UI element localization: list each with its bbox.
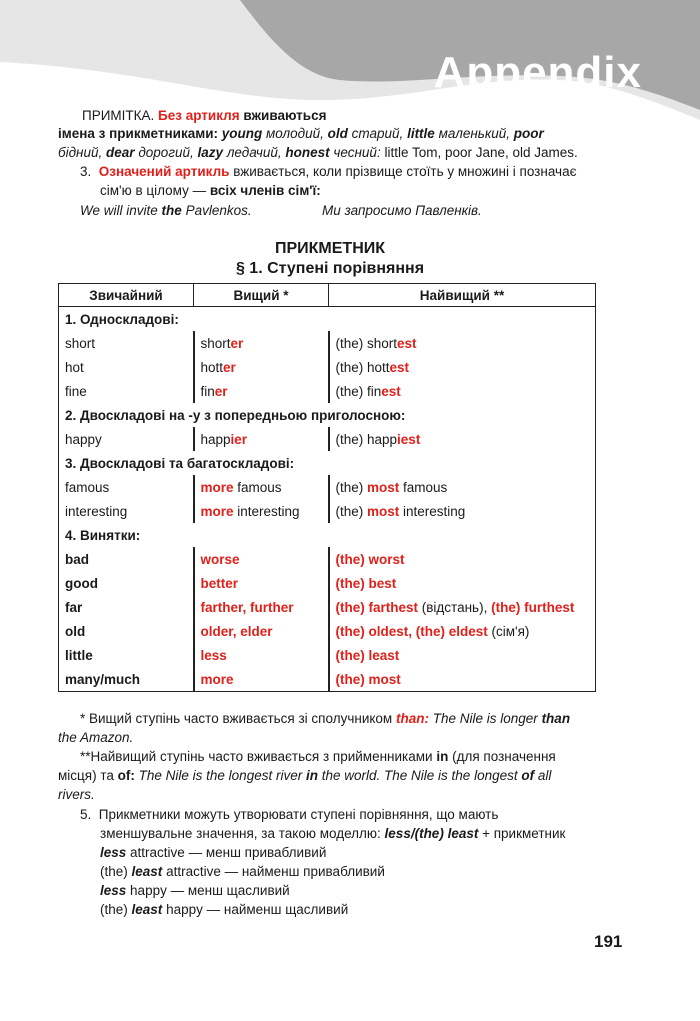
rule5-text: Прикметники можуть утворювати ступені порівняння, що мають xyxy=(98,807,499,822)
cell-positive: short xyxy=(59,331,194,355)
note-translation: чесний: xyxy=(333,145,381,160)
rule3-text-bold: всіх членів сім'ї: xyxy=(209,183,321,198)
group-heading: 1. Односкладові: xyxy=(59,307,596,332)
table-row xyxy=(59,475,596,499)
note-line-3 xyxy=(58,144,578,162)
rule5-example-2 xyxy=(100,863,385,881)
rule3-example-ua: Ми запросимо Павленків. xyxy=(322,203,482,218)
footnote-keyword: of: xyxy=(117,768,135,783)
cell-superlative: (the) best xyxy=(329,571,596,595)
cell-comparative: shorter xyxy=(194,331,329,355)
cell-superlative: (the) least xyxy=(329,643,596,667)
example-text: happy — менш щасливий xyxy=(130,883,290,898)
footnote-2-line-2 xyxy=(58,767,551,785)
cell-positive: old xyxy=(59,619,194,643)
example-text: Pavlenkos. xyxy=(185,203,252,218)
note-word: poor xyxy=(513,126,544,141)
cell-comparative: happier xyxy=(194,427,329,451)
footnote-text: (для позначення xyxy=(452,749,556,764)
cell-superlative: (the) finest xyxy=(329,379,596,403)
example-text: attractive — xyxy=(130,845,203,860)
table-row xyxy=(59,667,596,692)
rule3-line-2 xyxy=(100,182,321,200)
comparison-table xyxy=(58,283,596,692)
table-row xyxy=(59,547,596,571)
appendix-title: Appendix xyxy=(433,48,642,97)
note-translation: старий, xyxy=(351,126,404,141)
rule5-number: 5. xyxy=(80,807,92,822)
rule5-example-1 xyxy=(100,844,326,862)
table-row xyxy=(59,355,596,379)
note-translation: маленький, xyxy=(438,126,510,141)
cell-superlative: (the) farthest (відстань), (the) furthest xyxy=(329,595,596,619)
example-text: We will invite xyxy=(80,203,158,218)
footnote-example: The Nile is longer xyxy=(432,711,538,726)
example-keyword: less xyxy=(100,845,127,860)
section-subtitle: § 1. Ступені порівняння xyxy=(235,260,425,277)
note-line-1 xyxy=(82,107,326,125)
cell-superlative: (the) oldest, (the) eldest (сім'я) xyxy=(329,619,596,643)
cell-positive: good xyxy=(59,571,194,595)
example-text: (the) xyxy=(100,864,128,879)
rule5-line-1 xyxy=(80,806,498,824)
rule5-model: less/(the) least xyxy=(384,826,479,841)
note-translation: дорогий, xyxy=(138,145,194,160)
cell-superlative: (the) most interesting xyxy=(329,499,596,523)
note-examples: little Tom, poor Jane, old James. xyxy=(384,145,578,160)
cell-positive: bad xyxy=(59,547,194,571)
note-translation: бідний, xyxy=(58,145,103,160)
cell-comparative: better xyxy=(194,571,329,595)
footnote-1-line-2: the Amazon. xyxy=(58,730,134,745)
table-row xyxy=(59,379,596,403)
footnote-keyword: than xyxy=(541,711,571,726)
rule3-line-1 xyxy=(80,163,576,181)
group-heading: 2. Двоскладові на -у з попередньою приголосною: xyxy=(59,403,596,427)
cell-positive: fine xyxy=(59,379,194,403)
rule3-red-term: Означений артикль xyxy=(98,164,230,179)
cell-comparative: hotter xyxy=(194,355,329,379)
footnote-text: * Вищий ступінь часто вживається зі сполучником xyxy=(80,711,393,726)
footnote-keyword: in xyxy=(436,749,449,764)
example-text: (the) xyxy=(100,902,128,917)
rule5-example-4 xyxy=(100,901,348,919)
example-keyword: less xyxy=(100,883,127,898)
table-row xyxy=(59,619,596,643)
footnote-keyword: of xyxy=(521,768,535,783)
cell-positive: many/much xyxy=(59,667,194,692)
note-word: little xyxy=(407,126,435,141)
example-text: happy — найменш щасливий xyxy=(166,902,349,917)
rule5-example-3 xyxy=(100,882,290,900)
note-line-2 xyxy=(58,125,544,143)
rule3-text: вживається, коли прізвище стоїть у множині і позначає xyxy=(233,164,577,179)
cell-comparative: finer xyxy=(194,379,329,403)
cell-comparative: less xyxy=(194,643,329,667)
header-superlative: Найвищий ** xyxy=(329,284,596,307)
cell-comparative: worse xyxy=(194,547,329,571)
cell-positive: famous xyxy=(59,475,194,499)
cell-comparative: more famous xyxy=(194,475,329,499)
header-comparative: Вищий * xyxy=(194,284,329,307)
section-title: ПРИКМЕТНИК xyxy=(274,240,386,257)
rule5-text: зменшувальне значення, за такою моделлю: xyxy=(100,826,381,841)
note-translation: ледачий, xyxy=(226,145,282,160)
table-row xyxy=(59,571,596,595)
table-row xyxy=(59,499,596,523)
cell-positive: interesting xyxy=(59,499,194,523)
cell-comparative: older, elder xyxy=(194,619,329,643)
table-row xyxy=(59,643,596,667)
footnote-keyword: in xyxy=(305,768,318,783)
cell-positive: far xyxy=(59,595,194,619)
cell-positive: little xyxy=(59,643,194,667)
note-word: young xyxy=(221,126,263,141)
cell-superlative: (the) most xyxy=(329,667,596,692)
cell-superlative: (the) shortest xyxy=(329,331,596,355)
note-translation: молодий, xyxy=(266,126,324,141)
note-label-red: Без артикля xyxy=(158,108,240,123)
table-row xyxy=(59,427,596,451)
example-keyword: least xyxy=(131,902,163,917)
footnote-2-line-3: rivers. xyxy=(58,787,95,802)
rule3-number: 3. xyxy=(80,164,92,179)
note-text: імена з прикметниками: xyxy=(58,126,219,141)
cell-positive: hot xyxy=(59,355,194,379)
footnote-1-line-1 xyxy=(80,710,570,728)
cell-comparative: more interesting xyxy=(194,499,329,523)
group-heading: 3. Двоскладові та багатоскладові: xyxy=(59,451,596,475)
footnote-text: місця) та xyxy=(58,768,114,783)
example-article: the xyxy=(161,203,182,218)
footnote-text: **Найвищий ступінь часто вживається з прийменниками xyxy=(80,749,433,764)
footnote-keyword: than: xyxy=(395,711,429,726)
footnote-example: all xyxy=(537,768,552,783)
note-word: old xyxy=(327,126,348,141)
cell-comparative: farther, further xyxy=(194,595,329,619)
header-positive: Звичайний xyxy=(59,284,194,307)
example-text: attractive — найменш привабливий xyxy=(166,864,385,879)
footnote-example: The Nile is the longest river xyxy=(138,768,303,783)
page-number: 191 xyxy=(594,932,623,951)
rule5-line-2 xyxy=(100,825,565,843)
note-label-rest: вживаються xyxy=(243,108,327,123)
table-row xyxy=(59,331,596,355)
cell-superlative: (the) hottest xyxy=(329,355,596,379)
cell-superlative: (the) most famous xyxy=(329,475,596,499)
footnote-example: the world. The Nile is the longest xyxy=(321,768,518,783)
cell-comparative: more xyxy=(194,667,329,692)
cell-superlative: (the) worst xyxy=(329,547,596,571)
group-heading: 4. Винятки: xyxy=(59,523,596,547)
note-word: honest xyxy=(285,145,330,160)
note-label: ПРИМІТКА. xyxy=(82,108,155,123)
cell-superlative: (the) happiest xyxy=(329,427,596,451)
table-header-row xyxy=(59,284,596,307)
example-text: менш привабливий xyxy=(205,845,327,860)
footnote-2-line-1 xyxy=(80,748,556,766)
rule3-text: сім'ю в цілому — xyxy=(100,183,207,198)
rule5-text: + прикметник xyxy=(482,826,566,841)
cell-positive: happy xyxy=(59,427,194,451)
table-row xyxy=(59,595,596,619)
rule3-example-en xyxy=(80,202,252,220)
note-word: lazy xyxy=(197,145,224,160)
note-word: dear xyxy=(106,145,135,160)
example-keyword: least xyxy=(131,864,163,879)
